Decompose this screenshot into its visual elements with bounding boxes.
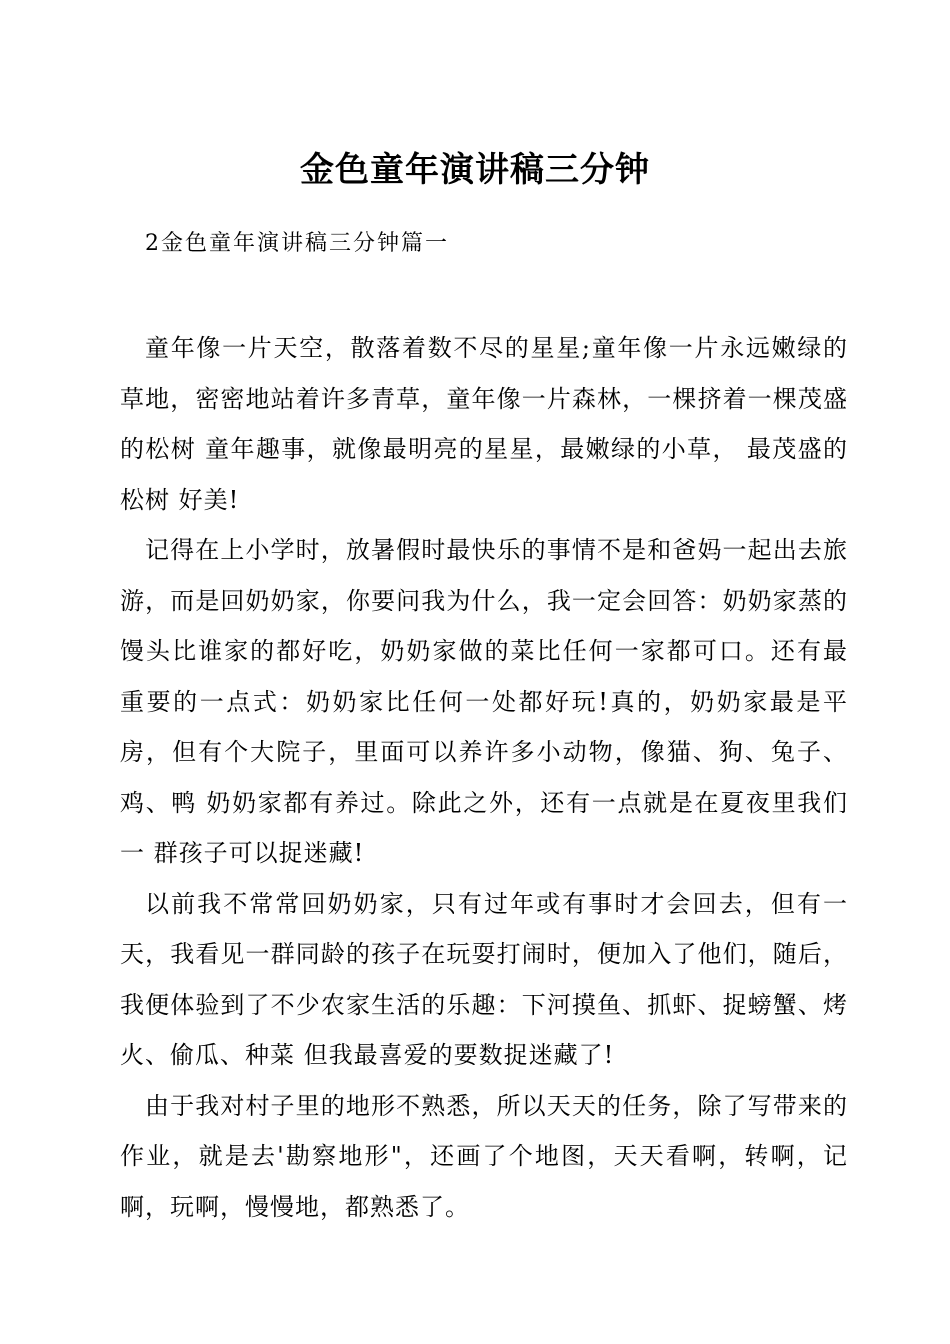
paragraph-1: 童年像一片天空，散落着数不尽的星星;童年像一片永远嫩绿的草地，密密地站着许多青草，童年像一片森林，一棵挤着一棵茂盛的松树 童年趣事，就像最明亮的星星，最嫩绿的小草， 最茂盛的松树 好美!: [120, 334, 848, 514]
paragraph-4: 由于我对村子里的地形不熟悉，所以天天的任务，除了写带来的作业，就是去'勘察地形"，还画了个地图，天天看啊，转啊，记啊，玩啊，慢慢地，都熟悉了。: [120, 1091, 848, 1221]
document-body: [120, 323, 848, 1232]
document-title: 金色童年演讲稿三分钟: [300, 150, 650, 190]
paragraph-3: 以前我不常常回奶奶家，只有过年或有事时才会回去，但有一天，我看见一群同龄的孩子在玩耍打闹时，便加入了他们，随后，我便体验到了不少农家生活的乐趣：下河摸鱼、抓虾、捉螃蟹、烤 火、偷瓜、种菜 但我最喜爱的要数捉迷藏了!: [120, 889, 848, 1069]
document-subtitle: 2金色童年演讲稿三分钟篇一: [145, 231, 449, 256]
paragraph-2: 记得在上小学时，放暑假时最快乐的事情不是和爸妈一起出去旅游，而是回奶奶家，你要问我为什么，我一定会回答：奶奶家蒸的馒头比谁家的都好吃，奶奶家做的菜比任何一家都可口。还有最 重要的一点式：奶奶家比任何一处都好玩!真的，奶奶家最是平房，但有个大院子，里面可以养许多小动物，像猫、狗、兔子、鸡、鸭 奶奶家都有养过。除此之外，还有一点就是在夏夜里我们一 群孩子可以捉迷藏!: [120, 536, 848, 867]
